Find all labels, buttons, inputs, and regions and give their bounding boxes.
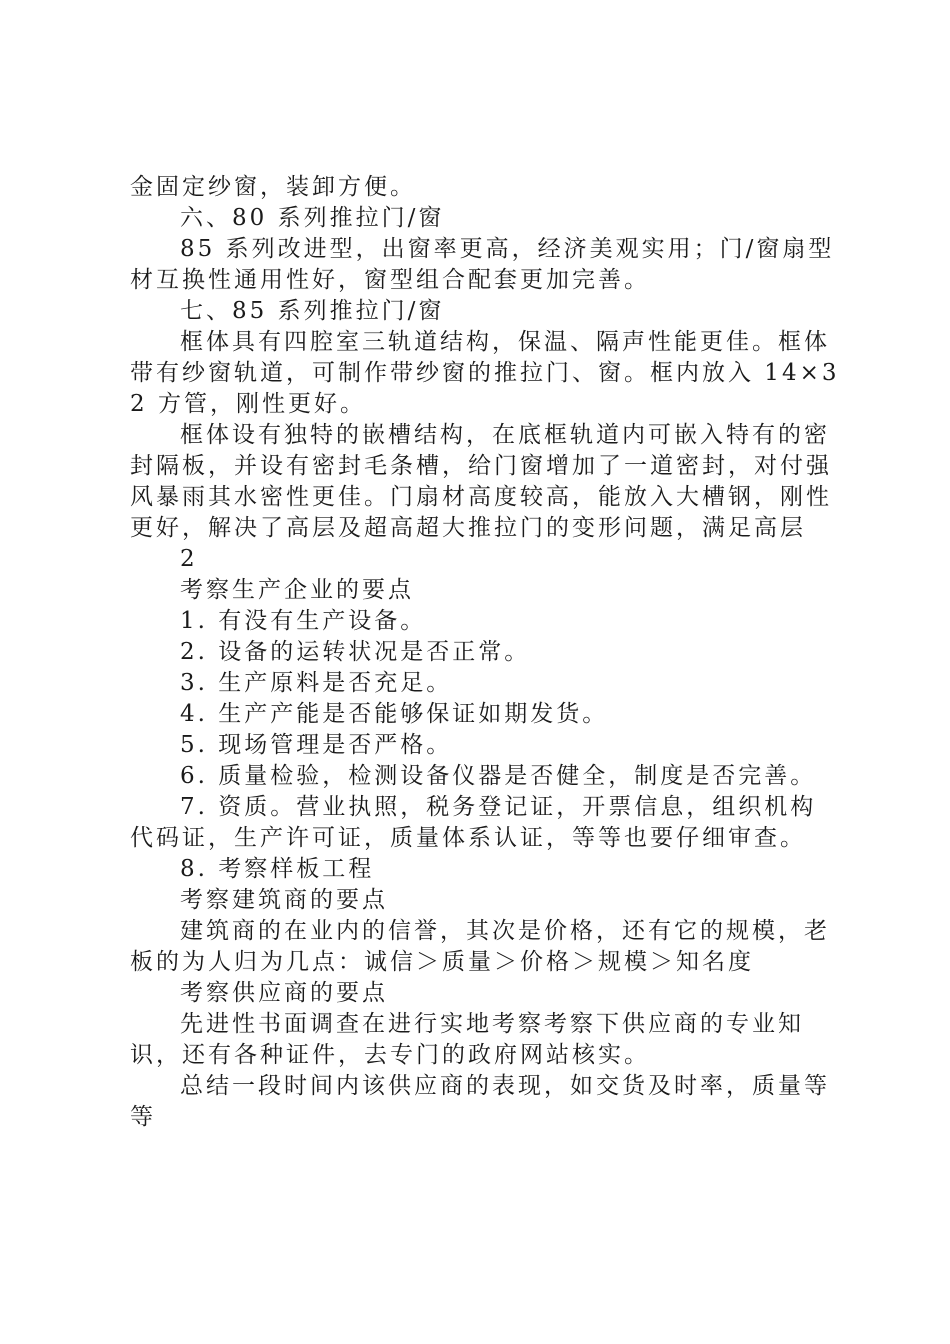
document-body [130,172,840,1133]
section-heading-85-series: 七、85 系列推拉门/窗 [180,298,445,324]
list-item: 2. 设备的运转状况是否正常。 [180,639,531,665]
list-item: 6. 质量检验，检测设备仪器是否健全，制度是否完善。 [180,763,817,789]
paragraph: 85 系列改进型，出窗率更高，经济美观实用；门/窗扇型材互换性通用性好，窗型组合配套更加完善。 [130,236,835,293]
section-heading-80-series: 六、80 系列推拉门/窗 [180,205,445,231]
section-heading-builder: 考察建筑商的要点 [180,887,388,913]
list-item: 1. 有没有生产设备。 [180,608,427,634]
list-item: 3. 生产原料是否充足。 [180,670,453,696]
section-heading-manufacturer: 考察生产企业的要点 [180,577,414,603]
paragraph: 总结一段时间内该供应商的表现，如交货及时率，质量等等 [130,1073,830,1130]
list-item: 8. 考察样板工程 [180,856,375,882]
paragraph: 框体具有四腔室三轨道结构，保温、隔声性能更佳。框体带有纱窗轨道，可制作带纱窗的推拉门、窗。框内放入 14×32 方管，刚性更好。 [130,329,840,417]
list-item: 5. 现场管理是否严格。 [180,732,453,758]
paragraph: 先进性书面调查在进行实地考察考察下供应商的专业知识，还有各种证件，去专门的政府网站核实。 [130,1011,804,1068]
section-heading-supplier: 考察供应商的要点 [180,980,388,1006]
paragraph: 框体设有独特的嵌槽结构，在底框轨道内可嵌入特有的密封隔板，并设有密封毛条槽，给门窗增加了一道密封，对付强风暴雨其水密性更佳。门扇材高度较高，能放入大槽钢，刚性更好，解决了高层及超高超大推拉门的变形问题，满足高层 [130,422,832,541]
paragraph: 建筑商的在业内的信誉，其次是价格，还有它的规模，老板的为人归为几点：诚信＞质量＞价格＞规模＞知名度 [130,918,830,975]
list-item: 4. 生产产能是否能够保证如期发货。 [180,701,609,727]
paragraph: 金固定纱窗，装卸方便。 [130,174,416,200]
list-item: 7. 资质。营业执照，税务登记证，开票信息，组织机构代码证，生产许可证，质量体系认证，等等也要仔细审查。 [130,794,817,851]
page-number: 2 [180,546,198,572]
